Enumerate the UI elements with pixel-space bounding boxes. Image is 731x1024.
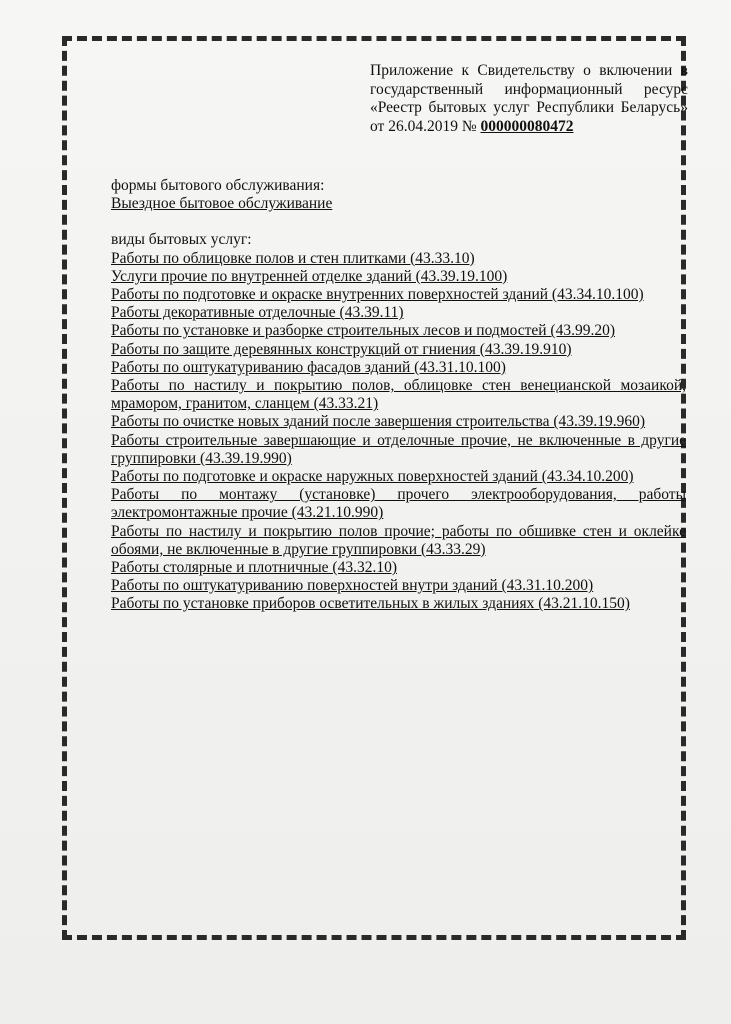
service-item: Работы по установке и разборке строительных лесов и подмостей (43.99.20) [111, 322, 615, 340]
service-item: Работы по монтажу (установке) прочего электрооборудования, работы электромонтажные прочие (43.21.10.990) [111, 486, 686, 522]
service-item: Работы по подготовке и окраске наружных поверхностей зданий (43.34.10.200) [111, 468, 634, 486]
service-item: Работы по настилу и покрытию полов, облицовке стен венецианской мозаикой, мрамором, гранитом, сланцем (43.33.21) [111, 377, 686, 413]
forms-value: Выездное бытовое обслуживание [111, 195, 333, 213]
service-item: Работы по настилу и покрытию полов прочие; работы по обшивке стен и оклейке обоями, не включенные в другие группировки (43.33.29) [111, 522, 686, 558]
service-item: Работы по оштукатуриванию поверхностей внутри зданий (43.31.10.200) [111, 577, 594, 595]
services-list [111, 250, 686, 614]
service-item: Работы по очистке новых зданий после завершения строительства (43.39.19.960) [111, 413, 646, 431]
forms-label: формы бытового обслуживания: [111, 177, 325, 194]
service-item: Работы по установке приборов осветительных в жилых зданиях (43.21.10.150) [111, 595, 630, 613]
service-item: Работы по подготовке и окраске внутренних поверхностей зданий (43.34.10.100) [111, 286, 644, 304]
service-item: Работы по оштукатуриванию фасадов зданий (43.31.10.100) [111, 358, 506, 376]
service-item: Работы по защите деревянных конструкций от гниения (43.39.19.910) [111, 340, 572, 358]
appendix-header [370, 62, 688, 136]
service-item: Работы декоративные отделочные (43.39.11) [111, 304, 404, 322]
services-label: виды бытовых услуг: [111, 231, 252, 249]
certificate-number: 000000080472 [480, 117, 574, 135]
service-item: Работы столярные и плотничные (43.32.10) [111, 559, 398, 577]
service-item: Работы по облицовке полов и стен плитками (43.33.10) [111, 249, 475, 267]
document-content [111, 177, 686, 614]
appendix-text: Приложение к Свидетельству о включении в государственный информационный ресурс «Реестр бытовых услуг Республики Беларусь» от 26.04.2019 № [370, 62, 688, 135]
service-item: Работы строительные завершающие и отделочные прочие, не включенные в другие группировки (43.39.19.990) [111, 431, 686, 467]
service-item: Услуги прочие по внутренней отделке зданий (43.39.19.100) [111, 267, 508, 285]
